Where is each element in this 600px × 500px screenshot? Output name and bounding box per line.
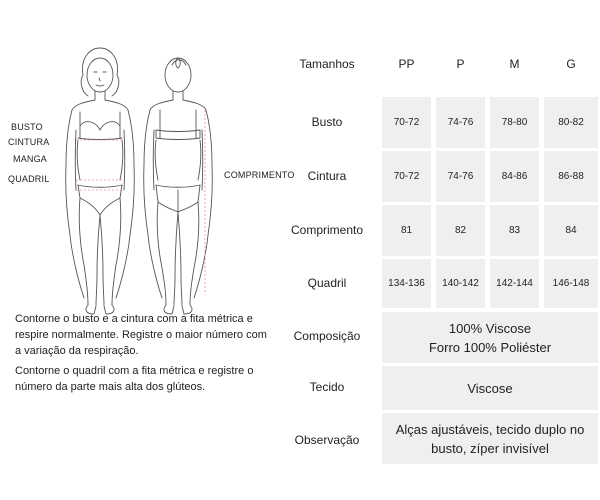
table-cell: 82 (436, 205, 485, 256)
header-size-pp: PP (398, 57, 415, 71)
row-label-quadril: Quadril (307, 276, 347, 290)
row-label-comprimento: Comprimento (290, 223, 364, 237)
header-size-g: G (566, 57, 576, 71)
table-cell: 84 (544, 205, 598, 256)
table-cell: 70-72 (382, 97, 431, 148)
row-label-tecido: Tecido (309, 380, 345, 394)
observacao-value (382, 413, 598, 464)
table-cell: 74-76 (436, 97, 485, 148)
table-cell: 142-144 (490, 259, 539, 308)
row-label-cintura: Cintura (307, 169, 347, 183)
label-quadril: QUADRIL (8, 174, 50, 184)
table-cell: 80-82 (544, 97, 598, 148)
table-cell: 78-80 (490, 97, 539, 148)
table-cell: 140-142 (436, 259, 485, 308)
composicao-line1: 100% Viscose (448, 320, 532, 336)
label-cintura: CINTURA (8, 137, 50, 147)
observacao-line2: busto, zíper invisível (431, 440, 549, 456)
header-tamanhos: Tamanhos (299, 57, 355, 71)
front-figure (66, 48, 135, 314)
row-label-composicao: Composição (293, 329, 361, 343)
observacao-line1: Alças ajustáveis, tecido duplo no (395, 421, 585, 437)
table-cell: 86-88 (544, 151, 598, 202)
label-comprimento: COMPRIMENTO (224, 170, 295, 180)
composicao-line2: Forro 100% Poliéster (428, 339, 552, 355)
label-busto: BUSTO (11, 122, 43, 132)
row-label-busto: Busto (311, 115, 343, 129)
row-label-observacao: Observação (294, 433, 360, 447)
composicao-value (382, 312, 598, 363)
table-cell: 134-136 (382, 259, 431, 308)
table-cell: 84-86 (490, 151, 539, 202)
instruction-hip: Contorne o quadril com a fita métrica e registre o número da parte mais alta dos glúteos. (15, 365, 254, 393)
table-cell: 83 (490, 205, 539, 256)
table-cell: 70-72 (382, 151, 431, 202)
back-figure (144, 58, 213, 314)
table-cell: 146-148 (544, 259, 598, 308)
label-manga: MANGA (13, 154, 48, 164)
measurement-guides (76, 110, 205, 295)
table-cell: 81 (382, 205, 431, 256)
tecido-text: Viscose (467, 380, 513, 396)
table-cell: 74-76 (436, 151, 485, 202)
tecido-value (382, 366, 598, 410)
header-size-m: M (509, 57, 520, 71)
header-size-p: P (456, 57, 465, 71)
instruction-bust-waist: Contorne o busto e a cintura com a fita métrica e respire normalmente. Registre o maior número com a variação da respiração. (15, 313, 267, 357)
